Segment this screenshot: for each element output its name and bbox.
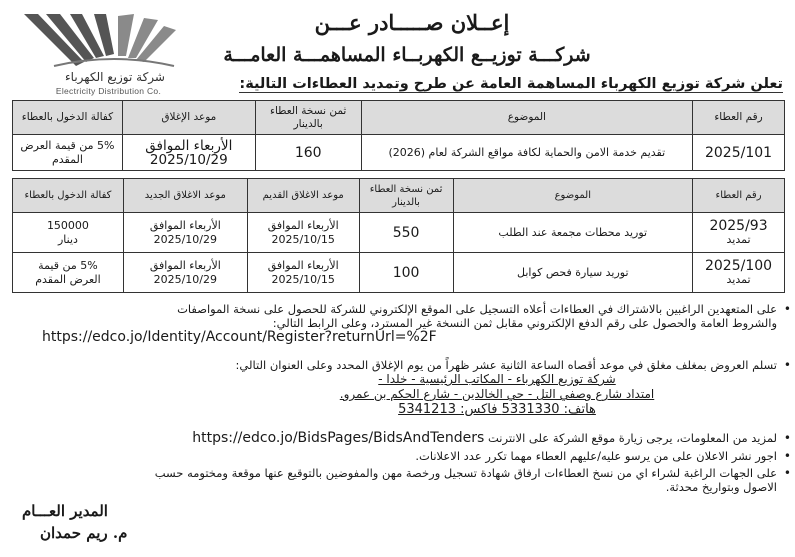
announcement-page <box>8 6 791 551</box>
signature-title: المدير العـــام <box>22 502 108 520</box>
bullet-icon: • <box>783 466 791 480</box>
closing-date: الأربعاء الموافق 2025/10/29 <box>122 135 255 171</box>
col-header-price: ثمن نسخة العطاء بالدينار <box>359 179 453 213</box>
bullet-documents <box>42 466 791 494</box>
tender-price: 160 <box>255 135 361 171</box>
extension-label: تمديد <box>726 272 751 286</box>
col-header-tender-no: رقم العطاء <box>693 179 785 213</box>
old-closing-date <box>247 213 359 253</box>
tender-subject: توريد محطات مجمعة عند الطلب <box>453 213 693 253</box>
col-header-bid-bond: كفالة الدخول بالعطاء <box>13 179 124 213</box>
extension-label: تمديد <box>726 232 751 246</box>
company-logo <box>14 12 184 96</box>
address-block <box>217 372 777 417</box>
col-header-old-closing: موعد الاغلاق القديم <box>247 179 359 213</box>
bullet-text: تسلم العروض بمغلف مغلق في موعد أقصاه الساعة الثانية عشر ظهراً من يوم الإغلاق المحدد وعلى العنوان التالي: <box>235 358 777 372</box>
bid-bond <box>13 213 124 253</box>
table-row <box>13 253 785 293</box>
logo-name-english: Electricity Distribution Co. <box>55 86 162 96</box>
tenders-link[interactable]: https://edco.jo/BidsPages/BidsAndTenders <box>192 430 485 446</box>
old-closing-value: 2025/10/15 <box>271 232 335 246</box>
col-header-tender-no: رقم العطاء <box>693 101 785 135</box>
col-header-subject: الموضوع <box>361 101 692 135</box>
bid-bond: 5% من قيمة العرض المقدم <box>13 135 123 171</box>
table-header-row <box>13 179 785 213</box>
phone-fax-line: هاتف: 5331330 فاكس: 5341213 <box>398 402 596 417</box>
tender-number: 2025/101 <box>693 135 785 171</box>
col-header-closing-date: موعد الإغلاق <box>122 101 255 135</box>
bullet-submission <box>42 358 791 417</box>
new-closing-value: 2025/10/29 <box>153 272 218 286</box>
bullet-text: والشروط العامة والحصول على رقم الدفع الإلكتروني مقابل ثمن النسخة غير المسترد، وعلى الرابط التالي: <box>272 316 777 330</box>
tender-number: 2025/93 <box>709 217 768 234</box>
col-header-price: ثمن نسخة العطاء بالدينار <box>255 101 361 135</box>
registration-link[interactable]: https://edco.jo/Identity/Account/Register?returnUrl=%2F <box>42 329 437 345</box>
bullet-text: الاصول وبتواريخ محدثة. <box>665 480 777 494</box>
announcement-title: إعــلان صـــــادر عـــن <box>314 10 510 35</box>
bullet-text: على المتعهدين الراغبين بالاشتراك في العطاءات أعلاه التسجيل على الموقع الإلكتروني للشركة للحصول على نسخة المواصفات <box>177 302 777 316</box>
old-closing-day: الأربعاء الموافق <box>267 218 339 232</box>
table-header-row <box>13 101 785 135</box>
old-closing-day: الأربعاء الموافق <box>267 258 339 272</box>
table-row <box>13 213 785 253</box>
tender-price: 100 <box>359 253 453 293</box>
new-closing-value: 2025/10/29 <box>153 232 218 246</box>
bullet-registration <box>42 302 791 345</box>
new-closing-day: الأربعاء الموافق <box>149 258 221 272</box>
address-line: امتداد شارع وصفي التل - حي الخالدين - شارع الحكم بن عمرو. <box>339 387 655 401</box>
logo-rays-icon <box>14 12 184 72</box>
col-header-subject: الموضوع <box>453 179 693 213</box>
tender-table-extended <box>12 178 785 293</box>
tender-number: 2025/100 <box>704 257 773 274</box>
tender-subject: توريد سيارة فحص كوابل <box>453 253 693 293</box>
bullet-icon: • <box>783 358 791 372</box>
bullet-more-info <box>42 430 791 446</box>
signature-name: م. ريم حمدان <box>40 524 128 542</box>
logo-name-arabic: شركة توزيع الكهرباء <box>65 70 165 84</box>
bullet-icon: • <box>783 302 791 316</box>
tender-price: 550 <box>359 213 453 253</box>
intro-text: تعلن شركة توزيع الكهرباء المساهمة العامة عن طرح وتمديد العطاءات التالية: <box>239 76 783 92</box>
bullet-text: لمزيد من المعلومات، يرجى زيارة موقع الشركة على الانترنت <box>488 431 777 445</box>
company-name: شركـــة توزيــع الكهربــاء المساهمـــة العامـــة <box>223 44 591 66</box>
bid-bond-amount: 150000 <box>46 218 89 232</box>
tender-table-new <box>12 100 785 171</box>
bid-bond-unit: دينار <box>57 232 78 246</box>
new-closing-date <box>123 253 247 293</box>
table-row <box>13 135 785 171</box>
intro-line <box>183 76 783 92</box>
bullet-icon: • <box>783 431 791 445</box>
tender-subject: تقديم خدمة الامن والحماية لكافة مواقع الشركة لعام (2026) <box>361 135 692 171</box>
bullet-icon: • <box>783 449 791 463</box>
bullet-text: اجور نشر الاعلان على من يرسو عليه/عليهم العطاء مهما تكرر عدد الاعلانات. <box>415 449 777 463</box>
bullet-text: على الجهات الراغبة لشراء اي من نسخ العطاءات ارفاق شهادة تسجيل ورخصة مهن والمفوضين بالتوقيع عنها موقعة ومختومه حسب <box>154 466 777 480</box>
bid-bond-amount: 5% من قيمة <box>38 258 98 272</box>
new-closing-date <box>123 213 247 253</box>
new-closing-day: الأربعاء الموافق <box>149 218 221 232</box>
col-header-new-closing: موعد الاغلاق الجديد <box>123 179 247 213</box>
bid-bond <box>13 253 124 293</box>
tender-number-cell <box>693 213 785 253</box>
col-header-bid-bond: كفالة الدخول بالعطاء <box>13 101 123 135</box>
tender-number-cell <box>693 253 785 293</box>
bullet-publishing-fees <box>42 449 791 463</box>
address-line: شركة توزيع الكهرباء - المكاتب الرئيسية - خلدا - <box>378 372 616 386</box>
old-closing-date <box>247 253 359 293</box>
old-closing-value: 2025/10/15 <box>271 272 335 286</box>
bid-bond-unit: العرض المقدم <box>35 272 101 286</box>
